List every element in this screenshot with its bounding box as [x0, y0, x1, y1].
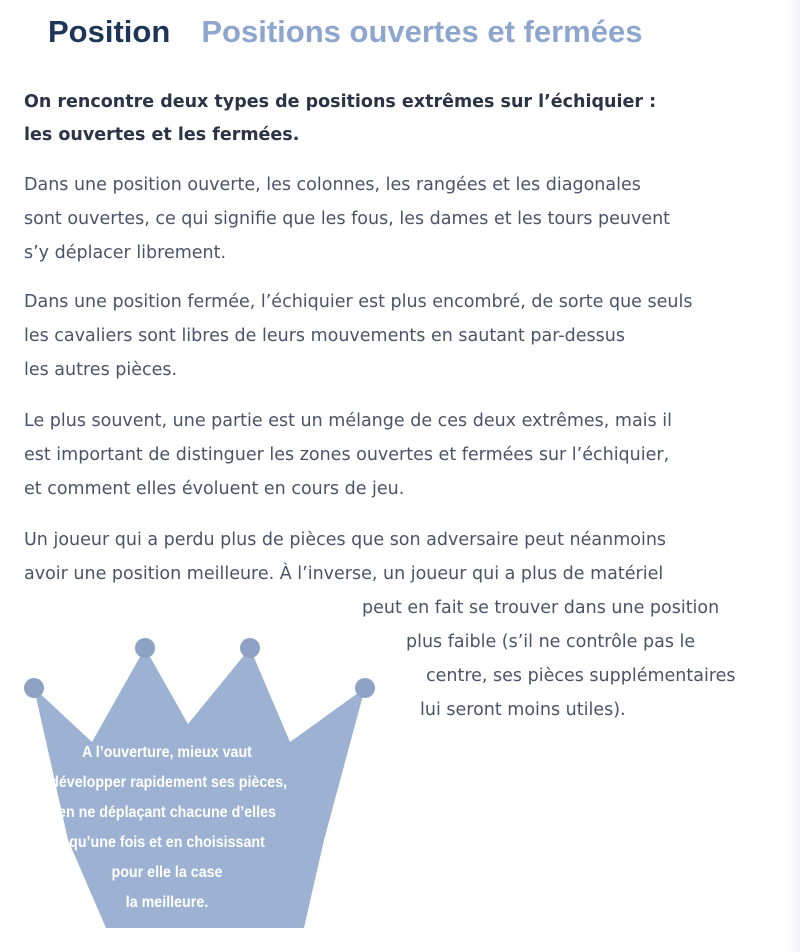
paragraph-open-position: [24, 168, 784, 270]
page-header: [48, 14, 642, 54]
crown-ball: [240, 638, 260, 658]
tip-line: développer rapidement ses pièces,: [50, 774, 288, 791]
paragraph-closed-position: [24, 285, 784, 387]
paragraph-mixed-positions: [24, 404, 784, 506]
tip-text: [50, 738, 288, 918]
paragraph-line: et comment elles évoluent en cours de jeu.: [24, 479, 405, 499]
paragraph-line: avoir une position meilleure. À l’inverse, un joueur qui a plus de matériel: [24, 564, 664, 584]
tip-line: qu’une fois et en choisissant: [69, 834, 265, 851]
paragraph-line: les autres pièces.: [24, 360, 178, 380]
paragraph-line: lui seront moins utiles).: [420, 700, 626, 720]
intro-paragraph: [24, 86, 744, 152]
crown-ball: [24, 678, 44, 698]
paragraph-line: Le plus souvent, une partie est un mélange de ces deux extrêmes, mais il: [24, 411, 672, 431]
page-title: Positions ouvertes et fermées: [201, 14, 643, 49]
tip-line: A l’ouverture, mieux vaut: [82, 744, 252, 761]
paragraph-line: Un joueur qui a perdu plus de pièces que son adversaire peut néanmoins: [24, 530, 667, 550]
crown-ball: [355, 678, 375, 698]
tip-line: pour elle la case: [111, 864, 223, 881]
tip-line: la meilleure.: [125, 894, 209, 911]
paragraph-line: centre, ses pièces supplémentaires: [426, 666, 736, 686]
paragraph-line: Dans une position fermée, l’échiquier est plus encombré, de sorte que seuls: [24, 292, 693, 312]
paragraph-line: plus faible (s’il ne contrôle pas le: [406, 632, 696, 652]
crown-ball: [135, 638, 155, 658]
paragraph-line: s’y déplacer librement.: [24, 243, 227, 263]
tip-line: en ne déplaçant chacune d’elles: [58, 804, 276, 821]
paragraph-line: Dans une position ouverte, les colonnes, les rangées et les diagonales: [24, 175, 641, 195]
intro-line: On rencontre deux types de positions extrêmes sur l’échiquier :: [24, 92, 657, 112]
paragraph-line: est important de distinguer les zones ouvertes et fermées sur l’échiquier,: [24, 445, 670, 465]
section-label: Position: [48, 14, 171, 49]
paragraph-line: peut en fait se trouver dans une position: [362, 598, 720, 618]
intro-line: les ouvertes et les fermées.: [24, 125, 300, 145]
paragraph-line: sont ouvertes, ce qui signifie que les fous, les dames et les tours peuvent: [24, 209, 671, 229]
paragraph-line: les cavaliers sont libres de leurs mouvements en sautant par-dessus: [24, 326, 625, 346]
page-edge-shadow: [788, 0, 800, 952]
